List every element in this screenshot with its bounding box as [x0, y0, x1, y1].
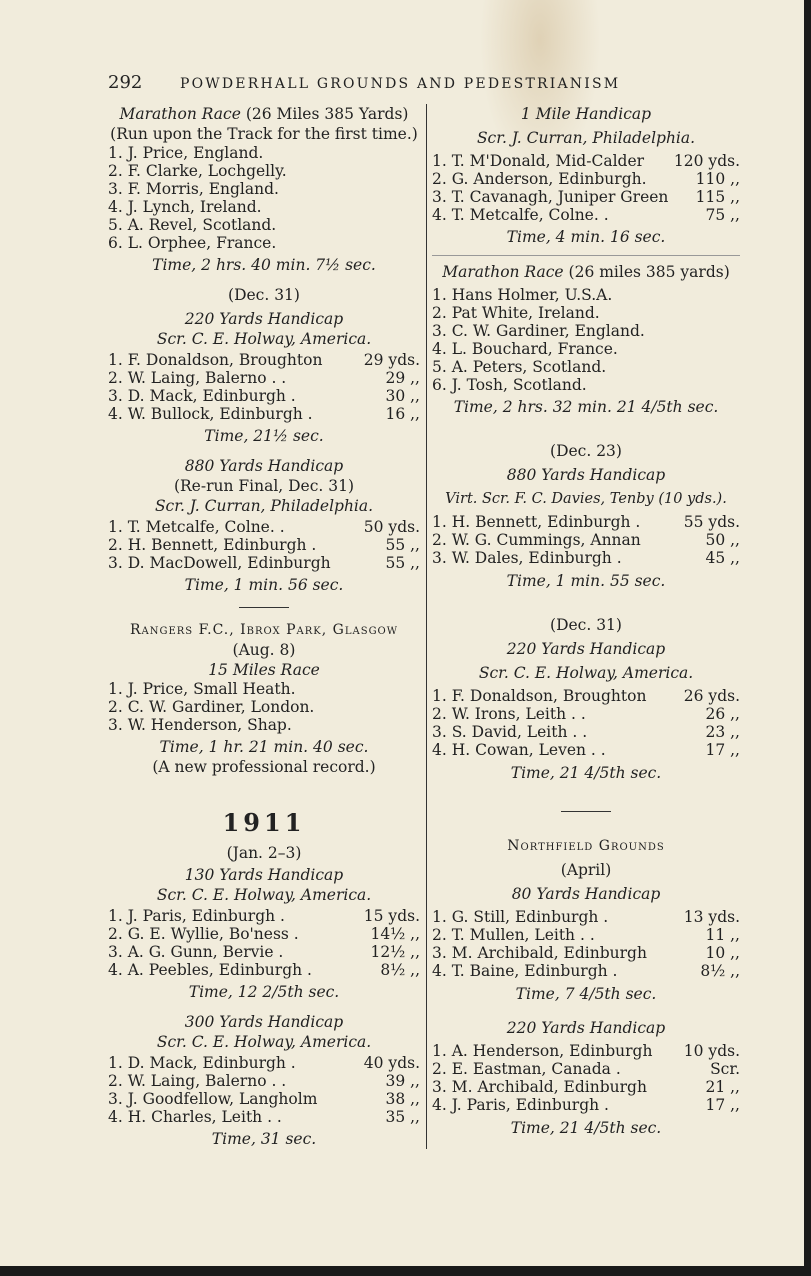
competitor: 2. W. G. Cummings, Annan: [432, 531, 641, 549]
race-time: Time, 1 min. 56 sec.: [184, 576, 344, 594]
competitor: 2. W. Laing, Balerno . .: [108, 369, 287, 387]
marathon-race-1909: [108, 104, 420, 275]
result-row: [432, 170, 740, 188]
result-row: [432, 304, 740, 322]
handicap-allowance: 17 ,,: [705, 1096, 740, 1114]
result-row: [108, 1108, 420, 1126]
competitor: 1. J. Paris, Edinburgh .: [108, 907, 285, 925]
competitor: 1. T. Metcalfe, Colne. .: [108, 518, 285, 536]
result-row: [108, 680, 420, 698]
result-row: [108, 943, 420, 961]
section-divider: [561, 811, 611, 812]
competitor: 1. Hans Holmer, U.S.A.: [432, 286, 613, 304]
race-subtitle: (Re-run Final, Dec. 31): [173, 477, 355, 495]
race-title: 80 Yards Handicap: [511, 885, 661, 903]
competitor: 2. W. Irons, Leith . .: [432, 705, 586, 723]
result-row: [432, 687, 740, 705]
competitor: 2. G. Anderson, Edinburgh.: [432, 170, 647, 188]
race-detail: (26 miles 385 yards): [568, 263, 730, 281]
competitor: 2. F. Clarke, Lochgelly.: [108, 162, 287, 180]
handicap-allowance: 38 ,,: [385, 1090, 420, 1108]
column-divider: [426, 104, 427, 1149]
race-title: 1 Mile Handicap: [520, 105, 652, 123]
competitor: 3. W. Dales, Edinburgh .: [432, 549, 622, 567]
result-row: [432, 206, 740, 224]
scratch-line: Scr. J. Curran, Philadelphia.: [154, 497, 374, 515]
competitor: 5. A. Peters, Scotland.: [432, 358, 607, 376]
competitor: 3. J. Goodfellow, Langholm: [108, 1090, 318, 1108]
competitor: 2. E. Eastman, Canada .: [432, 1060, 621, 1078]
race-title: 15 Miles Race: [208, 661, 320, 679]
race-title: 880 Yards Handicap: [184, 457, 344, 475]
handicap-allowance: 29 yds.: [363, 351, 420, 369]
competitor: 3. C. W. Gardiner, England.: [432, 322, 645, 340]
result-row: [108, 387, 420, 405]
race-time: Time, 21½ sec.: [204, 427, 324, 445]
result-row: [432, 1078, 740, 1096]
result-list: [108, 518, 420, 572]
handicap-allowance: 30 ,,: [385, 387, 420, 405]
result-row: [432, 152, 740, 170]
handicap-allowance: 10 ,,: [705, 944, 740, 962]
handicap-allowance: 35 ,,: [385, 1108, 420, 1126]
handicap-allowance: 26 yds.: [683, 687, 740, 705]
competitor: 3. D. MacDowell, Edinburgh: [108, 554, 331, 572]
page-number: 292: [108, 72, 143, 93]
race-time: Time, 7 4/5th sec.: [515, 985, 657, 1003]
competitor: 4. J. Paris, Edinburgh .: [432, 1096, 609, 1114]
competitor: 3. M. Archibald, Edinburgh: [432, 1078, 647, 1096]
race-title: 220 Yards Handicap: [184, 310, 344, 328]
handicap-allowance: 45 ,,: [705, 549, 740, 567]
handicap-allowance: 26 ,,: [705, 705, 740, 723]
competitor: 4. T. Baine, Edinburgh .: [432, 962, 618, 980]
result-row: [108, 536, 420, 554]
competitor: 2. G. E. Wyllie, Bo'ness .: [108, 925, 299, 943]
scratch-line: Virt. Scr. F. C. Davies, Tenby (10 yds.).: [445, 491, 727, 507]
left-column: [108, 104, 420, 1149]
competitor: 4. L. Bouchard, France.: [432, 340, 618, 358]
race-title: Marathon Race: [442, 263, 564, 281]
scratch-line: Scr. J. Curran, Philadelphia.: [476, 129, 696, 147]
competitor: 1. J. Price, Small Heath.: [108, 680, 296, 698]
result-row: [432, 358, 740, 376]
result-list: [432, 687, 740, 759]
220-yards-handicap-dec31: [108, 285, 420, 446]
result-row: [432, 908, 740, 926]
result-row: [432, 322, 740, 340]
result-row: [108, 1090, 420, 1108]
handicap-allowance: 12½ ,,: [370, 943, 420, 961]
handicap-allowance: 13 yds.: [683, 908, 740, 926]
competitor: 4. T. Metcalfe, Colne. .: [432, 206, 609, 224]
running-title: POWDERHALL GROUNDS AND PEDESTRIANISM: [180, 76, 621, 92]
result-row: [108, 1072, 420, 1090]
competitor: 2. C. W. Gardiner, London.: [108, 698, 315, 716]
result-row: [108, 216, 420, 234]
result-row: [432, 705, 740, 723]
race-title: 220 Yards Handicap: [506, 640, 666, 658]
handicap-allowance: 14½ ,,: [370, 925, 420, 943]
result-row: [432, 376, 740, 394]
result-row: [432, 1060, 740, 1078]
race-note: (Run upon the Track for the first time.): [110, 125, 418, 143]
handicap-allowance: 23 ,,: [705, 723, 740, 741]
handicap-allowance: 11 ,,: [705, 926, 740, 944]
result-row: [432, 340, 740, 358]
venue-heading: Northfield Grounds: [507, 838, 665, 854]
result-row: [108, 716, 420, 734]
result-list: [432, 1042, 740, 1114]
race-time: Time, 21 4/5th sec.: [510, 1119, 662, 1137]
handicap-allowance: 16 ,,: [385, 405, 420, 423]
venue-heading: Rangers F.C., Ibrox Park, Glasgow: [129, 622, 399, 638]
competitor: 3. S. David, Leith . .: [432, 723, 588, 741]
competitor: 3. T. Cavanagh, Juniper Green: [432, 188, 669, 206]
880-yards-handicap-rerun: [108, 456, 420, 595]
right-column: [432, 104, 740, 1138]
competitor: 2. W. Laing, Balerno . .: [108, 1072, 287, 1090]
race-title: 300 Yards Handicap: [184, 1013, 344, 1031]
handicap-allowance: 21 ,,: [705, 1078, 740, 1096]
result-list: [108, 680, 420, 734]
result-row: [432, 1042, 740, 1060]
result-row: [108, 925, 420, 943]
competitor: 1. H. Bennett, Edinburgh .: [432, 513, 641, 531]
race-detail: (26 Miles 385 Yards): [245, 105, 409, 123]
result-list: [432, 513, 740, 567]
competitor: 2. T. Mullen, Leith . .: [432, 926, 595, 944]
result-row: [108, 907, 420, 925]
race-time: Time, 21 4/5th sec.: [510, 764, 662, 782]
race-date: (Aug. 8): [232, 641, 296, 659]
northfield-220-yards-handicap: [432, 1018, 740, 1138]
competitor: 1. D. Mack, Edinburgh .: [108, 1054, 296, 1072]
handicap-allowance: 110 ,,: [695, 170, 740, 188]
result-list: [108, 907, 420, 979]
competitor: 5. A. Revel, Scotland.: [108, 216, 277, 234]
result-row: [108, 1054, 420, 1072]
300-yards-handicap: [108, 1012, 420, 1149]
competitor: 3. D. Mack, Edinburgh .: [108, 387, 296, 405]
handicap-allowance: 115 ,,: [695, 188, 740, 206]
handicap-allowance: 120 yds.: [673, 152, 740, 170]
handicap-allowance: 8½ ,,: [380, 961, 420, 979]
result-list: [108, 1054, 420, 1126]
handicap-allowance: 75 ,,: [705, 206, 740, 224]
race-time: Time, 1 hr. 21 min. 40 sec.: [159, 738, 369, 756]
race-time: Time, 1 min. 55 sec.: [506, 572, 666, 590]
competitor: 4. H. Charles, Leith . .: [108, 1108, 282, 1126]
race-date: (Dec. 23): [550, 442, 622, 460]
result-row: [108, 198, 420, 216]
handicap-allowance: 40 yds.: [363, 1054, 420, 1072]
race-time: Time, 2 hrs. 40 min. 7½ sec.: [152, 256, 376, 274]
handicap-allowance: 50 yds.: [363, 518, 420, 536]
130-yards-handicap: [108, 843, 420, 1002]
race-date: (April): [560, 861, 612, 879]
marathon-race-1910: [432, 262, 740, 417]
result-row: [108, 144, 420, 162]
competitor: 1. F. Donaldson, Broughton: [432, 687, 647, 705]
race-date: (Dec. 31): [550, 616, 622, 634]
result-row: [108, 234, 420, 252]
handicap-allowance: 17 ,,: [705, 741, 740, 759]
result-row: [108, 405, 420, 423]
northfield-80-yards-handicap: [432, 836, 740, 1004]
race-time: Time, 12 2/5th sec.: [188, 983, 340, 1001]
result-row: [108, 961, 420, 979]
result-list: [108, 144, 420, 252]
880-yards-handicap-dec23: [432, 441, 740, 591]
handicap-allowance: 15 yds.: [363, 907, 420, 925]
ibrox-15-miles-race: [108, 620, 420, 777]
section-divider: [239, 607, 289, 608]
result-row: [108, 369, 420, 387]
competitor: 3. A. G. Gunn, Bervie .: [108, 943, 284, 961]
competitor: 3. F. Morris, England.: [108, 180, 279, 198]
handicap-allowance: 55 ,,: [385, 554, 420, 572]
scratch-line: Scr. C. E. Holway, America.: [478, 664, 694, 682]
competitor: 1. J. Price, England.: [108, 144, 264, 162]
competitor: 3. W. Henderson, Shap.: [108, 716, 292, 734]
race-time: Time, 31 sec.: [211, 1130, 317, 1148]
scratch-line: Scr. C. E. Holway, America.: [156, 1033, 372, 1051]
competitor: 1. F. Donaldson, Broughton: [108, 351, 323, 369]
year-heading: 1911: [222, 808, 306, 837]
result-row: [432, 1096, 740, 1114]
result-list: [108, 351, 420, 423]
competitor: 4. A. Peebles, Edinburgh .: [108, 961, 312, 979]
handicap-allowance: Scr.: [710, 1060, 740, 1078]
result-row: [108, 351, 420, 369]
result-row: [432, 531, 740, 549]
competitor: 1. G. Still, Edinburgh .: [432, 908, 609, 926]
handicap-allowance: 8½ ,,: [700, 962, 740, 980]
result-row: [432, 286, 740, 304]
handicap-allowance: 55 ,,: [385, 536, 420, 554]
competitor: 1. A. Henderson, Edinburgh: [432, 1042, 653, 1060]
1-mile-handicap: [432, 104, 740, 247]
competitor: 3. M. Archibald, Edinburgh: [432, 944, 647, 962]
result-row: [432, 926, 740, 944]
race-time: Time, 2 hrs. 32 min. 21 4/5th sec.: [453, 398, 719, 416]
race-title: 130 Yards Handicap: [184, 866, 344, 884]
handicap-allowance: 29 ,,: [385, 369, 420, 387]
result-row: [432, 962, 740, 980]
race-date: (Jan. 2–3): [226, 844, 302, 862]
competitor: 6. L. Orphee, France.: [108, 234, 277, 252]
record-note: (A new professional record.): [152, 758, 376, 776]
competitor: 4. W. Bullock, Edinburgh .: [108, 405, 313, 423]
result-row: [432, 944, 740, 962]
competitor: 4. H. Cowan, Leven . .: [432, 741, 606, 759]
result-row: [432, 741, 740, 759]
competitor: 6. J. Tosh, Scotland.: [432, 376, 587, 394]
handicap-allowance: 39 ,,: [385, 1072, 420, 1090]
220-yards-handicap-dec31-r: [432, 615, 740, 783]
result-row: [432, 513, 740, 531]
race-title: Marathon Race: [119, 105, 241, 123]
race-title: 220 Yards Handicap: [506, 1019, 666, 1037]
result-list: [432, 152, 740, 224]
result-list: [432, 286, 740, 394]
scratch-line: Scr. C. E. Holway, America.: [156, 886, 372, 904]
result-row: [432, 723, 740, 741]
result-row: [432, 549, 740, 567]
result-row: [108, 518, 420, 536]
handicap-allowance: 50 ,,: [705, 531, 740, 549]
result-row: [108, 162, 420, 180]
competitor: 2. Pat White, Ireland.: [432, 304, 600, 322]
competitor: 4. J. Lynch, Ireland.: [108, 198, 262, 216]
race-title: 880 Yards Handicap: [506, 466, 666, 484]
result-row: [108, 554, 420, 572]
running-header: [108, 72, 688, 96]
result-row: [432, 188, 740, 206]
handicap-allowance: 55 yds.: [683, 513, 740, 531]
handicap-allowance: 10 yds.: [683, 1042, 740, 1060]
scratch-line: Scr. C. E. Holway, America.: [156, 330, 372, 348]
competitor: 1. T. M'Donald, Mid-Calder: [432, 152, 645, 170]
result-row: [108, 180, 420, 198]
race-date: (Dec. 31): [228, 286, 300, 304]
race-time: Time, 4 min. 16 sec.: [506, 228, 666, 246]
result-row: [108, 698, 420, 716]
competitor: 2. H. Bennett, Edinburgh .: [108, 536, 317, 554]
result-list: [432, 908, 740, 980]
